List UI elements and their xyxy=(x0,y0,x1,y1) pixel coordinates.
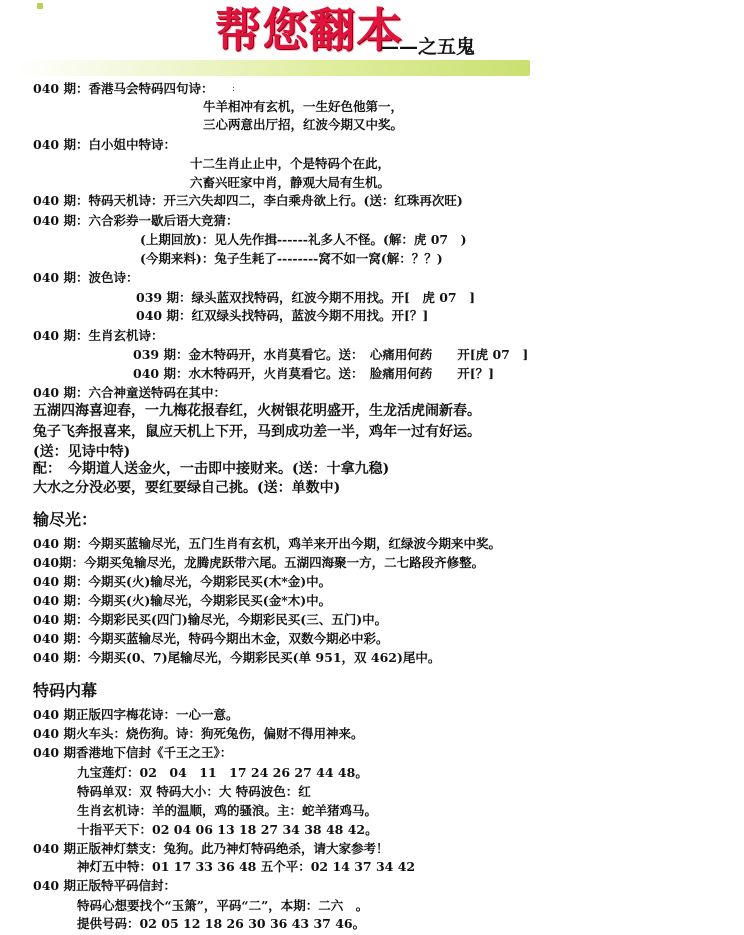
text-line: 十指平天下：02 04 06 13 18 27 34 38 48 42。 xyxy=(77,822,378,837)
text-line: 040 期正版四字梅花诗：一心一意。 xyxy=(33,707,239,722)
section-heading: 输尽光： xyxy=(33,510,98,529)
banner-subtitle: ——之五鬼 xyxy=(380,36,476,58)
banner-stripe xyxy=(16,60,530,76)
text-line: 三心两意出厅招，红波今期又中奖。 xyxy=(203,117,404,132)
text-line: (今期来料)：兔子生耗了--------窝不如一窝(解：？？) xyxy=(140,251,443,266)
text-line: 040 期：今期买蓝输尽光，五门生肖有玄机，鸡羊来开出今期，红绿波今期来中奖。 xyxy=(33,536,501,551)
text-line: 六畜兴旺家中肖，静观大局有生机。 xyxy=(190,175,391,190)
text-line: 特码心想要找个“玉箫”，平码“二”，本期：二六 。 xyxy=(77,898,369,913)
banner-title: 帮您翻本 xyxy=(215,3,403,57)
text-line: 040 期：六合神童送特码在其中： xyxy=(33,385,226,400)
text-line: 040 期：今期买(火)输尽光，今期彩民买(木*金)中。 xyxy=(33,574,332,589)
text-line: 040 期正版神灯禁支：兔狗。此乃神灯特码绝杀，请大家参考！ xyxy=(33,841,389,856)
text-line: 040 期：今期买(0、7)尾输尽光，今期彩民买(单 951，双 462)尾中。 xyxy=(33,650,441,665)
text-line: 040 期：生肖玄机诗： xyxy=(33,328,164,343)
text-line: 040 期香港地下信封《千王之王》： xyxy=(33,745,233,760)
header-banner xyxy=(0,0,744,82)
text-line: 040 期正版特平码信封： xyxy=(33,878,176,893)
corner-mark xyxy=(37,3,43,9)
text-line: (上期回放)：见人先作揖------礼多人不怪。(解：虎 07 ) xyxy=(140,232,467,247)
text-line: 040 期：今期买(火)输尽光，今期彩民买(金*木)中。 xyxy=(33,593,332,608)
stray-mark: : xyxy=(232,84,236,94)
text-line: 040 期：香港马会特码四句诗： xyxy=(33,81,214,96)
text-line: 兔子飞奔报喜来，鼠应天机上下开，马到成功差一半，鸡年一过有好运。 xyxy=(33,424,481,440)
text-line: 特码单双：双 特码大小：大 特码波色：红 xyxy=(77,784,311,799)
text-line: 040 期：今期彩民买(四门)输尽光，今期彩民买(三、五门)中。 xyxy=(33,612,388,627)
text-line: 十二生肖止止中，个是特码个在此， xyxy=(190,156,391,171)
text-line: 040 期：波色诗： xyxy=(33,270,139,285)
text-line: 配： 今期道人送金火，一击即中接财来。(送：十拿九稳) xyxy=(33,461,390,477)
text-line: 040 期：六合彩券一歇后语大竞猜： xyxy=(33,213,239,228)
text-line: 040 期：水木特码开，火肖莫看它。送： 脸痛用何药 开[？] xyxy=(133,366,495,381)
text-line: 040 期：红双绿头找特码，蓝波今期不用找。开[？] xyxy=(136,308,429,323)
text-line: 九宝莲灯：02 04 11 17 24 26 27 44 48。 xyxy=(77,765,368,780)
text-line: 040 期火车头：烧伤狗。诗：狗死兔伤，偏财不得用神来。 xyxy=(33,726,364,741)
text-line: 五湖四海喜迎春，一九梅花报春红，火树银花明盛开，生龙活虎闹新春。 xyxy=(33,403,481,419)
text-line: (送：见诗中特) xyxy=(33,444,131,460)
text-line: 039 期：绿头蓝双找特码，红波今期不用找。开[ 虎 07 ] xyxy=(136,290,476,305)
text-line: 039 期：金木特码开，水肖莫看它。送： 心痛用何药 开[虎 07 ] xyxy=(133,347,529,362)
text-line: 040 期：白小姐中特诗： xyxy=(33,137,176,152)
text-line: 神灯五中特：01 17 33 36 48 五个平：02 14 37 34 42 xyxy=(77,859,416,874)
text-line: 040期：今期买兔输尽光，龙腾虎跃带六尾。五湖四海聚一方，二七路段齐修整。 xyxy=(33,555,485,570)
text-line: 生肖玄机诗：羊的温顺，鸡的骚浪。主：蛇羊猪鸡马。 xyxy=(77,803,378,818)
text-line: 040 期：今期买蓝输尽光，特码今期出木金，双数今期必中彩。 xyxy=(33,631,389,646)
section-heading: 特码内幕 xyxy=(33,681,98,700)
text-line: 提供号码：02 05 12 18 26 30 36 43 37 46。 xyxy=(77,916,366,931)
text-line: 040 期：特码天机诗：开三六失却四二，李白乘舟欲上行。(送：红珠再次旺) xyxy=(33,193,463,208)
text-line: 大水之分没必要，要红要绿自己挑。(送：单数中) xyxy=(33,480,341,496)
text-line: 牛羊相冲有玄机，一生好色他第一， xyxy=(203,99,404,114)
